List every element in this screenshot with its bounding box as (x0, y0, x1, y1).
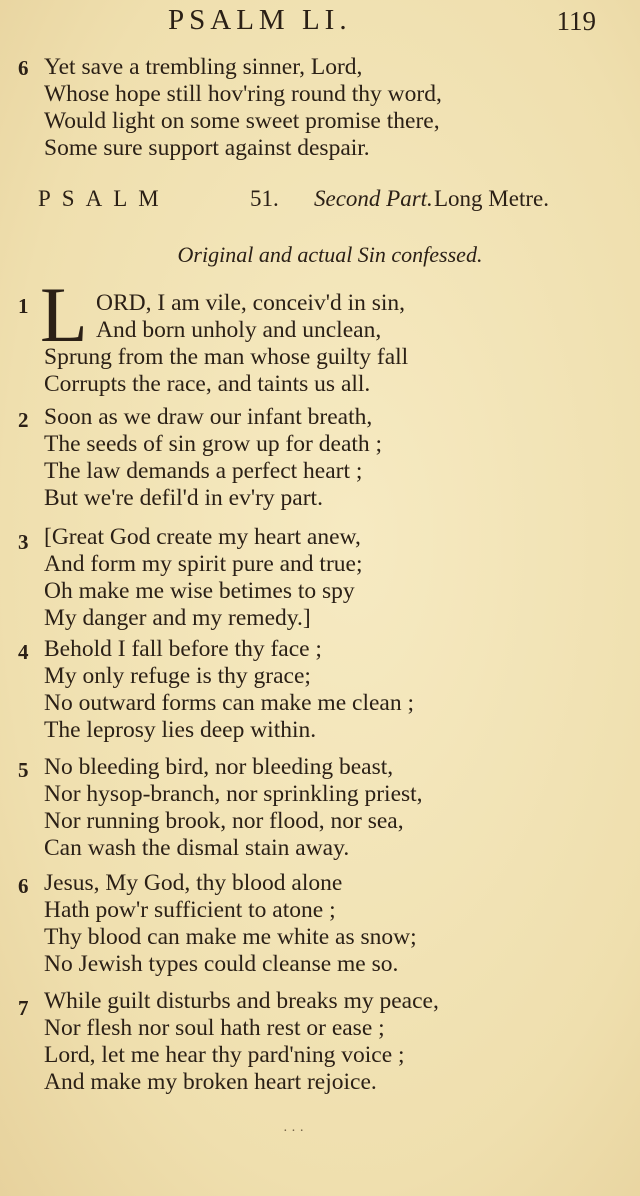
stanza-2 (0, 404, 640, 512)
verse-line: While guilt disturbs and breaks my peace, (44, 988, 439, 1014)
verse-line: The seeds of sin grow up for death ; (44, 431, 383, 457)
verse-line: And make my broken heart rejoice. (44, 1069, 377, 1095)
stanza-4 (0, 636, 640, 744)
verse-number: 2 (18, 408, 29, 432)
verse-line: No Jewish types could cleanse me so. (44, 951, 399, 977)
verse-number: 1 (18, 294, 29, 318)
verse-line: Would light on some sweet promise there, (44, 108, 440, 134)
verse-line: My only refuge is thy grace; (44, 663, 311, 689)
verse-line: Behold I fall before thy face ; (44, 636, 322, 662)
verse-line: But we're defil'd in ev'ry part. (44, 485, 323, 511)
verse-number: 7 (18, 996, 29, 1020)
verse-line: Can wash the dismal stain away. (44, 835, 350, 861)
verse-line: Thy blood can make me white as snow; (44, 924, 417, 950)
section-heading (38, 186, 618, 218)
running-title: PSALM LI. (168, 4, 352, 36)
stanza-3 (0, 524, 640, 632)
verse-number: 4 (18, 640, 29, 664)
verse-line: ORD, I am vile, conceiv'd in sin, (96, 290, 406, 316)
section-psalm-number: 51. (250, 186, 279, 211)
verse-line: Jesus, My God, thy blood alone (44, 870, 343, 896)
section-psalm-label: PSALM (38, 186, 170, 211)
section-metre: Long Metre. (434, 186, 549, 211)
verse-line: Corrupts the race, and taints us all. (44, 371, 371, 397)
verse-line: Soon as we draw our infant breath, (44, 404, 373, 430)
verse-line: Nor running brook, nor flood, nor sea, (44, 808, 404, 834)
verse-line: And form my spirit pure and true; (44, 551, 363, 577)
verse-line: My danger and my remedy.] (44, 605, 311, 631)
verse-line: Nor hysop-branch, nor sprinkling priest, (44, 781, 423, 807)
verse-line: No bleeding bird, nor bleeding beast, (44, 754, 394, 780)
section-part: Second Part. (314, 186, 433, 211)
stanza-7 (0, 988, 640, 1096)
verse-line: Some sure support against despair. (44, 135, 370, 161)
verse-line: Oh make me wise betimes to spy (44, 578, 355, 604)
drop-cap: L (40, 271, 88, 358)
verse-line: The leprosy lies deep within. (44, 717, 317, 743)
stanza-1 (0, 290, 640, 398)
verse-number: 6 (18, 56, 29, 80)
verse-line: No outward forms can make me clean ; (44, 690, 414, 716)
ornament: · · · (283, 1124, 304, 1139)
verse-line: And born unholy and unclean, (96, 317, 382, 343)
verse-number: 3 (18, 530, 29, 554)
page-number: 119 (556, 6, 596, 36)
verse-number: 5 (18, 758, 29, 782)
hymn-subtitle: Original and actual Sin confessed. (177, 242, 483, 267)
verse-line: Lord, let me hear thy pard'ning voice ; (44, 1042, 405, 1068)
stanza-5 (0, 754, 640, 862)
verse-line: Yet save a trembling sinner, Lord, (44, 54, 363, 80)
stanza-6 (0, 870, 640, 978)
verse-line: Sprung from the man whose guilty fall (44, 344, 409, 370)
running-head (0, 4, 640, 44)
verse-number: 6 (18, 874, 29, 898)
verse-line: [Great God create my heart anew, (44, 524, 361, 550)
verse-line: Whose hope still hov'ring round thy word, (44, 81, 442, 107)
verse-line: Nor flesh nor soul hath rest or ease ; (44, 1015, 385, 1041)
verse-line: The law demands a perfect heart ; (44, 458, 363, 484)
verse-line: Hath pow'r sufficient to atone ; (44, 897, 336, 923)
continued-stanza (0, 54, 640, 162)
